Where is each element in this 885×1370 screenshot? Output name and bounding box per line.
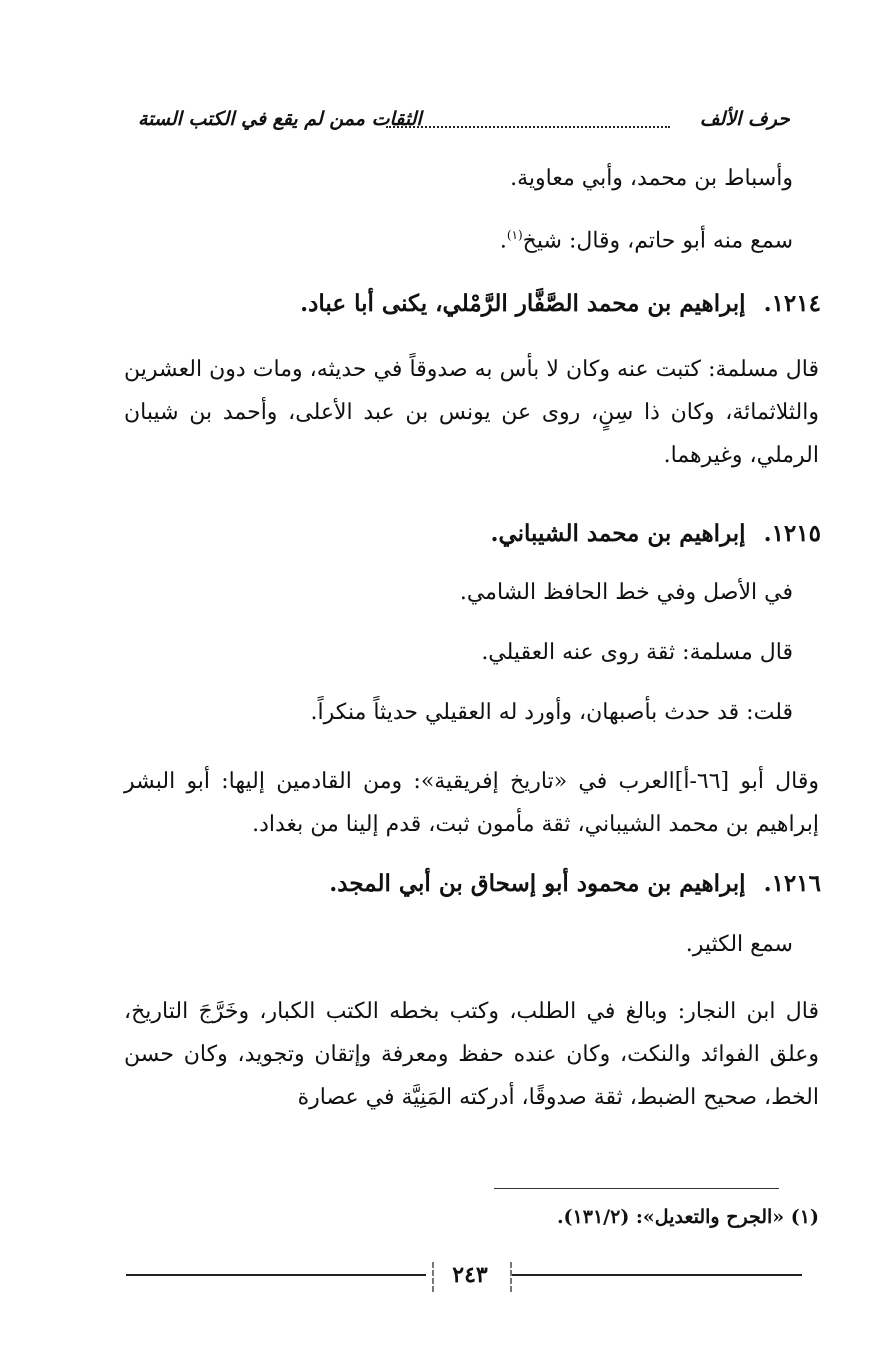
- entry-number: ١٢١٤.: [763, 290, 821, 317]
- text-line-1216-a: سمع الكثير.: [685, 932, 793, 957]
- entry-title: إبراهيم بن محمد الصَّفَّار الرَّمْلي، يكنى أبا عباد.: [300, 290, 746, 317]
- text-line-2: سمع منه أبو حاتم، وقال: شيخ$^{(١)}$.: [499, 228, 793, 254]
- header-dot-leader: [386, 112, 670, 128]
- entry-title: إبراهيم بن محمد الشيباني.: [490, 520, 746, 547]
- entry-heading-1214: [300, 290, 821, 317]
- footer-rule-right: [512, 1274, 802, 1276]
- paragraph-1216-b: قال ابن النجار: وبالغ في الطلب، وكتب بخطه الكتب الكبار، وخَرَّجَ التاريخ، وعلق الفوائد والنكت، وكان عنده حفظ ومعرفة وإتقان وتجويد، وكان حسن الخط، صحيح الضبط، ثقة صدوقًا، أدركته المَنِيَّة في عصارة: [124, 999, 819, 1110]
- header-book-title: الثقات ممن لم يقع في الكتب الستة: [138, 108, 422, 130]
- paragraph-1215-d: وقال أبو [٦٦-أ]العرب في «تاريخ إفريقية»: ومن القادمين إليها: أبو البشر إبراهيم بن محمد الشيباني، ثقة مأمون ثبت، قدم إلينا من بغداد.: [124, 769, 819, 837]
- paragraph-1214: قال مسلمة: كتبت عنه وكان لا بأس به صدوقاً في حديثه، ومات دون العشرين والثلاثمائة، وكان ذا سِنٍ، روى عن يونس بن عبد الأعلى، وأحمد بن شيبان الرملي، وغيرهما.: [124, 357, 819, 468]
- footnote-1: (١) «الجرح والتعديل»: (١٣١/٢).: [556, 1206, 819, 1228]
- text-line-1215-c: قلت: قد حدث بأصبهان، وأورد له العقيلي حديثاً منكراً.: [310, 700, 793, 725]
- text-line-1: وأسباط بن محمد، وأبي معاوية.: [510, 166, 793, 191]
- running-header: [138, 104, 790, 140]
- header-chapter-title: حرف الألف: [699, 108, 790, 130]
- entry-heading-1216: [329, 870, 821, 897]
- entry-title: إبراهيم بن محمود أبو إسحاق بن أبي المجد.: [329, 870, 746, 897]
- text-line-1215-b: قال مسلمة: ثقة روى عنه العقيلي.: [481, 640, 793, 665]
- footnote-ref-1[interactable]: (١): [506, 228, 523, 242]
- footer-rule-left: [126, 1274, 426, 1276]
- page-number: ٢٤٣: [452, 1262, 488, 1288]
- entry-number: ١٢١٦.: [763, 870, 821, 897]
- entry-heading-1215: [490, 520, 821, 547]
- entry-number: ١٢١٥.: [763, 520, 821, 547]
- text-line-1215-a: في الأصل وفي خط الحافظ الشامي.: [459, 580, 793, 605]
- footnote-separator: [494, 1188, 779, 1189]
